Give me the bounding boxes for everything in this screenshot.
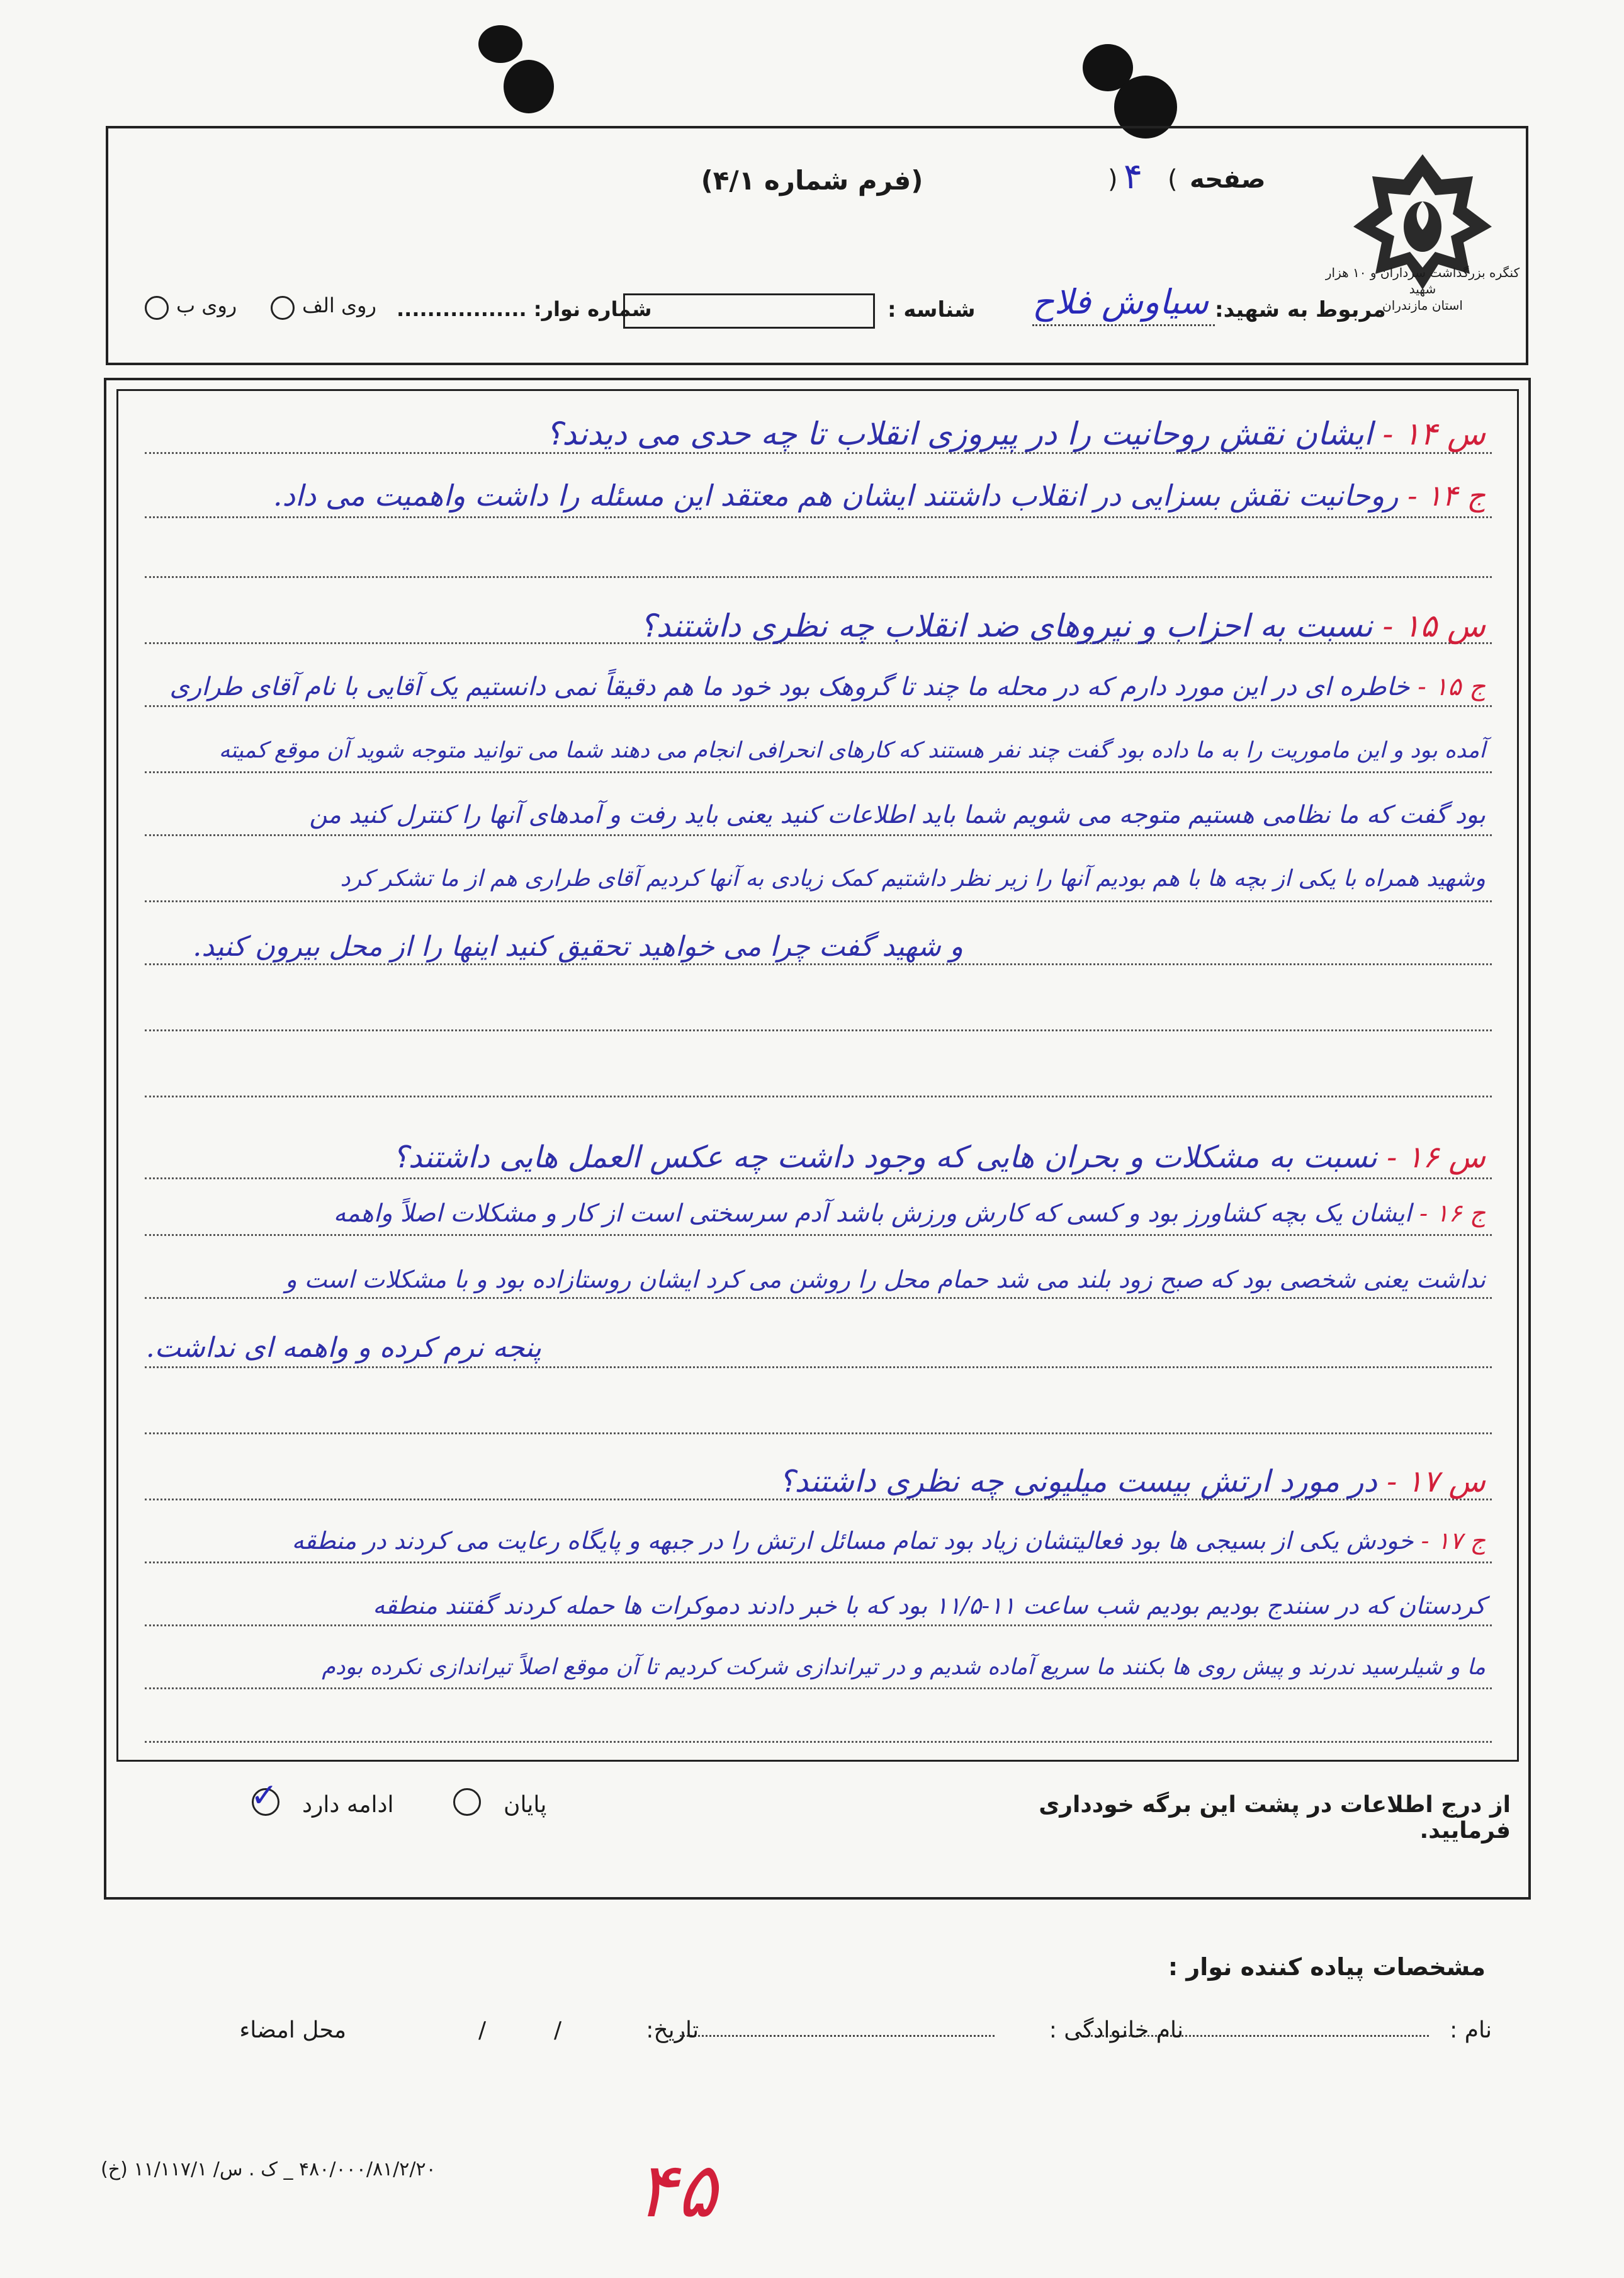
- answer-15-line-1: ج ۱۵ - خاطره ای در این مورد دارم که در محله ما چند تا گروهک بود خود ما هم دقیقاً نمی دانستیم یک آقایی با نام آقای طراری: [169, 672, 1486, 701]
- recorder-family-field[interactable]: [680, 2035, 995, 2037]
- form-header: [106, 126, 1528, 365]
- question-17: س ۱۷ - در مورد ارتش بیست میلیونی چه نظری داشتند؟: [779, 1464, 1486, 1499]
- ruled-line: [145, 1366, 1492, 1368]
- side-b-radio[interactable]: [145, 296, 169, 320]
- answer-15-line-4: وشهید همراه با یکی از بچه ها با هم بودیم آنها را زیر نظر داشتیم کمک زیادی به آنها کردیم آقای طراری هم از ما تشکر کرد: [340, 866, 1486, 892]
- ruled-line: [145, 1687, 1492, 1689]
- answer-16-line-1: ج ۱۶ - ایشان یک بچه کشاورز بود و کسی که کارش ورزش باشد آدم سرسختی است از کار و مشکلات اصلاً واهمه: [333, 1199, 1486, 1228]
- ruled-line: [145, 705, 1492, 707]
- ruled-line: [145, 1177, 1492, 1179]
- answer-14: ج ۱۴ - روحانیت نقش بسزایی در انقلاب داشتند ایشان هم معتقد این مسئله را داشت واهمیت می داد.: [273, 479, 1486, 513]
- continue-check-mark: ✓: [251, 1777, 278, 1815]
- no-back-writing-note: از درج اطلاعات در پشت این برگه خودداری فرمایید.: [1039, 1792, 1511, 1844]
- answer-17-line-2: کردستان که در سنندج بودیم بودیم شب ساعت ۱۱-۱۱/۵ بود که با خبر دادند دموکرات ها حمله کردند گفتند منطقه: [373, 1592, 1486, 1619]
- form-title: (فرم شماره ۴/۱): [701, 165, 923, 196]
- signature-label: محل امضاء: [239, 2017, 346, 2043]
- date-separator: /: [554, 2017, 562, 2043]
- transcript-area: [116, 389, 1519, 1762]
- answer-15-line-3: بود گفت که ما نظامی هستیم متوجه می شویم شما باید اطلاعات کنید یعنی باید رفت و آمدهای آنها را کنترل کنید من: [309, 801, 1486, 829]
- question-16: س ۱۶ - نسبت به مشکلات و بحران هایی که وجود داشت چه عکس العمل هایی داشتند؟: [392, 1140, 1486, 1175]
- recorder-section-title: مشخصات پیاده کننده نوار :: [1168, 1953, 1486, 1981]
- answer-15-line-2: آمده بود و این ماموریت را به ما داده بود گفت چند نفر هستند که کارهای انحرافی انجام می دهند شما می توانید متوجه شوید آن موقع کمیته: [218, 738, 1486, 763]
- punch-hole-2: [504, 60, 554, 113]
- ruled-line: [145, 1234, 1492, 1236]
- shahid-label: مربوط به شهید:: [1215, 297, 1386, 322]
- ruled-line: [145, 452, 1492, 454]
- question-15: س ۱۵ - نسبت به احزاب و نیروهای ضد انقلاب چه نظری داشتند؟: [640, 608, 1486, 644]
- recorder-name-label: نام :: [1450, 2017, 1492, 2043]
- punch-hole-1: [478, 25, 522, 63]
- continue-label: ادامه دارد: [302, 1792, 394, 1818]
- end-radio[interactable]: [453, 1788, 481, 1816]
- page-number: ۴: [1124, 156, 1143, 197]
- logo-caption: کنگره بزرگداشت سرداران و ۱۰ هزار شهید استان مازندران: [1325, 265, 1520, 313]
- ruled-line: [145, 771, 1492, 773]
- answer-16-line-3: پنجه نرم کرده و واهمه ای نداشت.: [145, 1332, 541, 1364]
- ruled-line: [145, 1561, 1492, 1563]
- date-separator: /: [478, 2017, 487, 2043]
- form-code: (خ) ۴۸۰/۰۰۰/۸۱/۲/۲۰ _ ک . س/ ۱۱/۱۱۷/۱: [101, 2158, 436, 2180]
- ruled-line: [145, 1432, 1492, 1434]
- ruled-line: [145, 963, 1492, 965]
- answer-17-line-3: ما و شیلرسید ندرند و پیش روی ها بکنند ما سریع آماده شدیم و در تیراندازی شرکت کردیم تا آن موقع اصلاً تیراندازی نکرده بودم: [322, 1655, 1486, 1680]
- recorder-date-label: تاریخ:: [646, 2017, 699, 2043]
- shenase-label: شناسه :: [888, 297, 976, 322]
- ruled-line: [145, 576, 1492, 578]
- tape-number-label: شماره نوار: .................: [397, 297, 652, 321]
- shenase-input[interactable]: [623, 293, 875, 329]
- question-14: س ۱۴ - ایشان نقش روحانیت را در پیروزی انقلاب تا چه حدی می دیدند؟: [545, 416, 1486, 452]
- ruled-line: [145, 900, 1492, 902]
- answer-15-line-5: و شهید گفت چرا می خواهید تحقیق کنید اینها را از محل بیرون کنید.: [193, 931, 963, 963]
- ruled-line: [145, 1297, 1492, 1299]
- page-number-paren-left: ): [1108, 165, 1118, 194]
- shahid-name: سیاوش فلاح: [1032, 282, 1209, 322]
- side-a-label: روی الف: [302, 293, 376, 317]
- answer-17-line-1: ج ۱۷ - خودش یکی از بسیجی ها بود فعالیتشان زیاد بود تمام مسائل ارتش را در جبهه و پایگاه رعایت می کردند در منطقه: [291, 1527, 1486, 1555]
- page-number-paren-right: (: [1168, 165, 1178, 194]
- handwritten-page-number: ۴۵: [636, 2147, 717, 2235]
- side-a-radio[interactable]: [271, 296, 295, 320]
- ruled-line: [145, 1624, 1492, 1626]
- recorder-family-label: نام خانوادگی :: [1049, 2017, 1183, 2043]
- side-b-label: روی ب: [176, 293, 237, 317]
- answer-16-line-2: نداشت یعنی شخصی بود که صبح زود بلند می شد حمام محل را روشن می کرد ایشان روستازاده بود و با مشکلات است و: [285, 1266, 1486, 1293]
- ruled-line: [145, 1741, 1492, 1743]
- page-label: صفحه: [1190, 165, 1266, 194]
- shahid-name-dots: [1032, 324, 1215, 326]
- ruled-line: [145, 1096, 1492, 1097]
- ruled-line: [145, 1029, 1492, 1031]
- ruled-line: [145, 834, 1492, 836]
- end-label: پایان: [504, 1792, 547, 1818]
- ruled-line: [145, 516, 1492, 518]
